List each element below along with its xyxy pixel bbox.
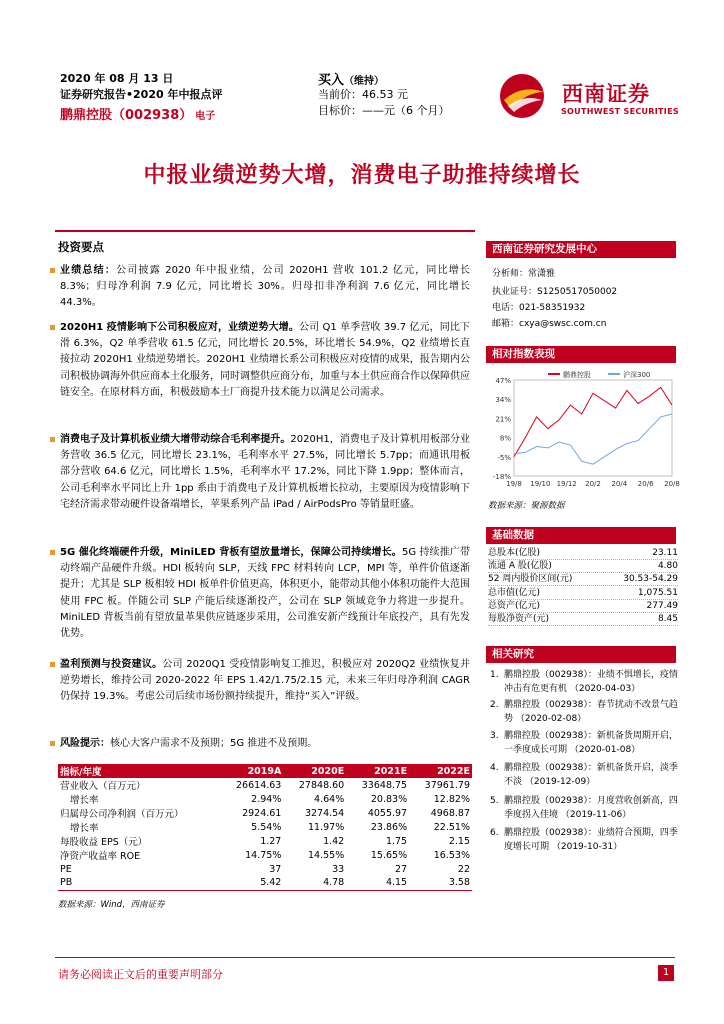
bullet-marker-icon [50,268,55,273]
brand-name-en: SOUTHWEST SECURITIES [561,107,679,116]
table-cell: 12.82% [433,793,470,805]
chart-y-tick-label: -5% [497,453,511,462]
chart-x-tick-label: 19/10 [530,480,551,488]
footer-divider [55,957,675,958]
table-cell: 37 [269,863,282,875]
bullet-marker-icon [50,550,55,555]
table-cell: 3274.54 [304,807,345,819]
chart-y-tick-label: 34% [495,396,511,405]
basic-data-key: 流通 A 股(亿股) [488,561,552,572]
section-title: 投资要点 [58,240,104,254]
basic-data-value: 4.80 [657,561,678,572]
related-research-title: 鹏鼎控股（002938）：新机备货开启，淡季不淡 （2019-12-09） [504,763,678,787]
table-row [58,834,472,848]
table-cell-label: PB [58,876,220,890]
table-row [58,848,472,862]
table-header: 2019A [220,764,283,778]
industry-label: 电子 [195,111,216,122]
related-research-number: 6. [490,828,499,838]
table-cell: 14.55% [308,849,345,861]
table-cell: 4968.87 [430,807,470,819]
current-price-label: 当前价： [318,88,362,101]
table-cell: 37961.79 [424,779,470,791]
table-row [58,806,472,820]
report-type: 证券研究报告•2020 年中报点评 [60,88,223,101]
bullet-item [60,263,470,312]
chart-source: 数据来源：聚源数据 [488,501,565,511]
table-cell: 4.15 [346,876,409,890]
basic-data-key: 52 周内股价区间(元) [488,574,573,585]
table-header: 指标/年度 [58,764,220,778]
bullet-text: 2020H1，消费电子及计算机用板部分业务营收 36.5 亿元，同比增长 23.1%，毛利率水平 27.5%，同比增长 5.7pp；而通讯用板部分营收 64.6 亿元，同比增长 1.5%，毛利率水平 17.2%，同比下降 1.9pp；整体而言，公司毛利率水平同比上升 1pp 系由于消费电子及计算机板增长拉动，主要原因为疫情影响下宅经济需求带动硬件设备端增长，苹果系列产品 iPad / AirPodsPro 等销量旺盛。 [60,434,471,510]
table-cell: 14.75% [245,849,282,861]
related-research-number: 2. [490,700,499,710]
related-research-title: 鹏鼎控股（002938）：新机备货周期开启，一季度成长可期 （2020-01-08） [504,731,678,755]
basic-data-row [488,560,678,573]
basic-data-value: 277.49 [646,600,678,611]
bullet-marker-icon [50,437,55,442]
table-row [58,876,472,890]
table-cell: 11.97% [308,821,345,833]
related-research-number: 4. [490,763,499,773]
table-cell-label: PE [60,863,72,875]
current-price [318,88,408,102]
basic-data-row [488,547,678,560]
chart-header: 相对指数表现 [486,346,676,363]
basic-data-header: 基础数据 [486,527,676,544]
target-price-value: ——元（6 个月） [362,104,450,117]
chart-y-tick-label: 8% [499,434,511,443]
table-cell: 20.83% [370,793,408,805]
table-cell-label: 归属母公司净利润（百万元） [60,809,184,820]
bullet-heading: 盈利预测与投资建议。 [60,659,163,670]
table-cell-label: 增长率 [70,823,99,834]
table-cell: 27848.60 [298,779,345,791]
basic-data-row [488,613,678,626]
table-row [58,792,472,806]
related-research-item[interactable] [490,826,678,854]
bullet-marker-icon [50,741,55,746]
chart-x-tick-label: 19/8 [506,480,522,488]
table-header: 2021E [346,764,409,778]
table-row [58,778,472,792]
table-cell: 23.86% [370,821,408,833]
brand-name-cn: 西南证券 [562,82,650,106]
table-cell: 2924.61 [242,807,282,819]
table-cell: 1.27 [260,835,282,847]
related-research-number: 3. [490,731,499,741]
analyst-name: 分析师：常潇雅 [492,269,556,279]
table-source: 数据来源：Wind，西南证券 [58,900,165,910]
table-cell: 4055.97 [367,807,408,819]
table-header: 2020E [283,764,346,778]
table-cell: 3.58 [409,876,472,890]
divider [55,230,475,232]
related-research-title: 鹏鼎控股（002938）：春节扰动不改景气趋势 （2020-02-08） [504,700,678,724]
table-cell-label: 净资产收益率 ROE [60,851,141,862]
analyst-email: 邮箱：cxya@swsc.com.cn [492,319,607,329]
rating-note: （维持） [344,76,385,87]
basic-data-value: 30.53-54.29 [623,574,678,585]
basic-data-value: 8.45 [657,614,678,624]
chart-x-tick-label: 19/12 [556,480,577,488]
target-price-label: 目标价： [318,104,362,117]
table-cell: 16.53% [433,849,470,861]
table-cell: 27 [395,863,408,875]
table-cell: 2.15 [448,835,470,847]
table-cell: 4.78 [283,876,346,890]
related-research-item[interactable] [490,729,678,757]
bullet-item [60,736,470,752]
bullet-heading: 5G 催化终端硬件升级，MiniLED 背板有望放量增长，保障公司持续增长。 [60,547,402,558]
basic-data-value: 23.11 [652,548,678,558]
table-cell: 26614.63 [236,779,282,791]
basic-data-key: 每股净资产(元) [488,614,550,624]
table-cell: 1.42 [323,835,345,847]
bullet-item [60,320,470,401]
bullet-heading: 风险提示： [60,738,110,749]
chart-plot-area [514,380,672,476]
bullet-marker-icon [50,325,55,330]
related-research-header: 相关研究 [486,646,676,663]
related-research-title: 鹏鼎控股（002938）：月度营收创新高，四季度拐入佳境 （2019-11-06） [504,796,678,820]
bullet-heading: 业绩总结： [60,265,117,276]
company-name-text: 鹏鼎控股（002938） [60,108,193,123]
research-center-header: 西南证券研究发展中心 [486,241,676,258]
chart-y-tick-label: 47% [495,377,511,385]
page-title: 中报业绩逆势大增，消费电子助推持续增长 [143,163,581,188]
bullet-item [60,657,470,706]
bullet-text: 核心大客户需求不及预期；5G 推进不及预期。 [110,738,318,749]
table-cell: 22 [457,863,470,875]
related-research-title: 鹏鼎控股（002938）：业绩不惧增长，疫情冲击有危更有机 （2020-04-03） [504,670,678,694]
table-row [58,820,472,834]
related-research-item[interactable] [490,668,678,696]
bullet-text: 公司 2020Q1 受疫情影响复工推迟，积极应对 2020Q2 业绩恢复并逆势增长，维持公司 2020-2022 年 EPS 1.42/1.75/2.15 元，未来三年归母净利润 CAGR 仍保持 19.3%。考虑公司后续市场份额持续提升，维持“买入”评级。 [60,659,470,703]
table-cell: 4.64% [314,793,345,805]
page-number: 1 [658,965,674,981]
bullet-heading: 2020H1 疫情影响下公司积极应对，业绩逆势大增。 [60,322,300,333]
relative-index-chart [486,366,678,494]
basic-data-row [488,600,678,613]
footer-notice: 请务必阅读正文后的重要声明部分 [58,968,223,981]
table-header: 2022E [409,764,472,778]
basic-data-key: 总市值(亿元) [488,587,541,598]
bullet-item [60,545,470,642]
target-price [318,104,450,118]
table-cell-label: 营业收入（百万元） [60,781,146,792]
chart-x-tick-label: 20/2 [585,480,601,488]
related-research-item[interactable] [490,794,678,822]
table-header-row [58,764,472,778]
chart-x-tick-label: 20/8 [664,480,680,488]
table-cell: 33648.75 [361,779,408,791]
table-cell: 33 [332,863,345,875]
chart-y-tick-label: -18% [492,473,511,481]
table-cell: 22.51% [433,821,470,833]
analyst-license: 执业证号：S1250517050002 [492,287,618,297]
bullet-marker-icon [50,662,55,667]
chart-y-tick-label: 21% [495,415,511,424]
basic-data-key: 总资产(亿元) [488,600,541,611]
current-price-value: 46.53 元 [362,88,408,101]
basic-data-key: 总股本(亿股) [488,548,541,558]
chart-x-tick-label: 20/6 [637,480,654,488]
company-name [60,104,215,123]
bullet-item [60,432,470,513]
related-research-number: 5. [490,796,499,806]
chart-series-line [514,414,672,464]
table-row [58,862,472,876]
rating-value: 买入 [318,73,345,88]
chart-legend-label: 沪深300 [623,371,651,379]
table-cell: 5.54% [251,821,282,833]
brand-logo-icon [498,70,556,122]
bullet-heading: 消费电子及计算机板业绩大增带动综合毛利率提升。 [60,434,291,445]
table-cell-label: 增长率 [70,795,99,806]
table-cell: 2.94% [251,793,282,805]
bullet-text: 5G 持续推广带动终端产品硬件升级。HDI 板转向 SLP，天线 FPC 材料转向 LCP，MPI 等，单件价值逐渐提升；尤其是 SLP 板相较 HDI 板单件价值更高，体积更小，能带动其他小体积功能件大范围使用 FPC 板。伴随公司 SLP 产能后续逐渐投产，公司在 SLP 领域竞争力将进一步提升。MiniLED 背板当前有望放量革果供应链逐步采用，公司淮安新产线预计年底投产，具有先发优势。 [60,547,470,640]
table-cell-label: 每股收益 EPS（元） [60,837,148,848]
bullet-text: 公司披露 2020 年中报业绩，公司 2020H1 营收 101.2 亿元，同比增长 8.3%；归母净利润 7.9 亿元，同比增长 30%。归母扣非净利润 7.6 亿元，同比增长 44.3%。 [60,265,471,309]
basic-data-value: 1,075.51 [637,587,678,598]
table-cell: 1.75 [385,835,408,847]
table-cell: 5.42 [220,876,283,890]
rating [318,69,384,88]
analyst-phone: 电话：021-58351932 [492,303,586,313]
basic-data-row [488,573,678,586]
related-research-item[interactable] [490,698,678,726]
chart-x-tick-label: 20/4 [611,480,628,488]
related-research-item[interactable] [490,761,678,789]
table-cell: 15.65% [370,849,408,861]
basic-data-row [488,587,678,600]
chart-legend-label: 鹏鼎控股 [563,371,591,379]
report-date: 2020 年 08 月 13 日 [60,72,174,85]
related-research-number: 1. [490,670,499,680]
financial-table [58,764,472,891]
bullet-text: 公司 Q1 单季营收 39.7 亿元，同比下滑 6.3%，Q2 单季营收 61.5 亿元，同比增长 20.5%，环比增长 54.9%，Q2 业绩增长直接拉动 2020H1 业绩逆势增长。2020H1 业绩增长系公司积极应对疫情的成果，报告期内公司积极协调海外供应商本土化服务，同时调整供应商分布，加重与本土供应商合作以保障供应链安全。在原材料方面，积极鼓励本土厂商提升技术能力以满足公司需求。 [60,322,471,398]
related-research-title: 鹏鼎控股（002938）：业绩符合预期，四季度增长可期 （2019-10-31） [504,828,678,852]
